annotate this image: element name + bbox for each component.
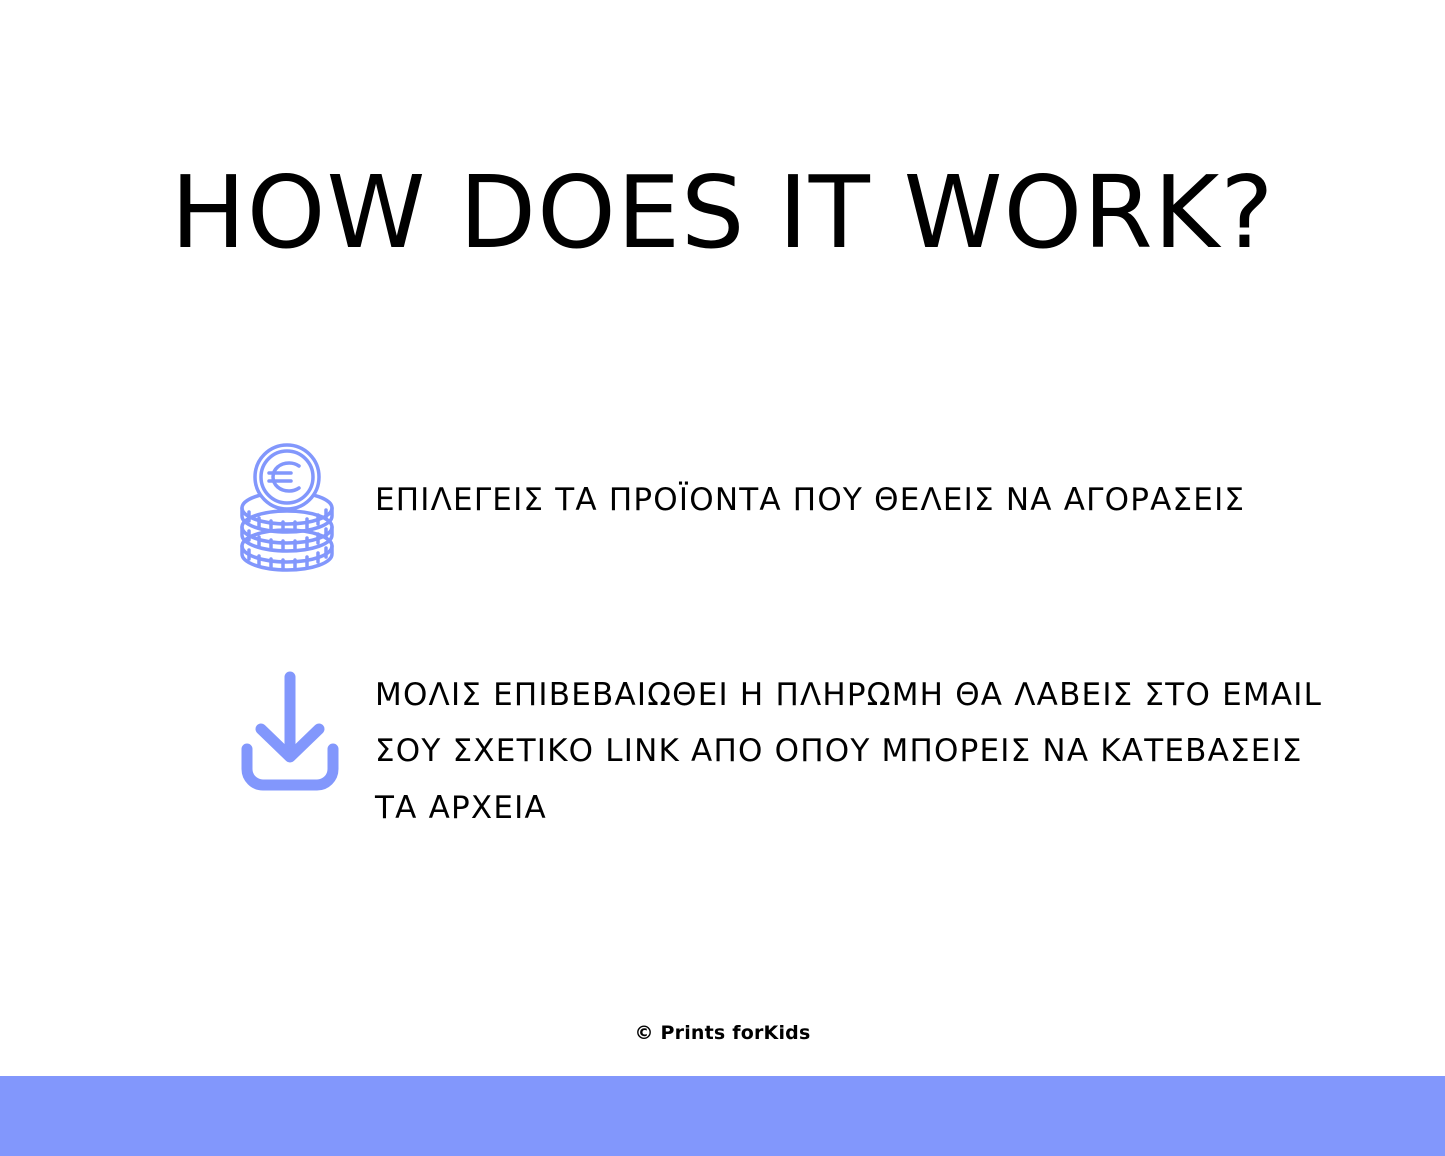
- footer-credit: © Prints forKids: [634, 1022, 811, 1044]
- step-item-1: [205, 430, 1305, 580]
- download-arrow-icon: [205, 655, 375, 805]
- step-text-1: ΕΠΙΛΕΓΕΙΣ ΤΑ ΠΡΟΪΟΝΤΑ ΠΟΥ ΘΕΛΕΙΣ ΝΑ ΑΓΟΡΑΣΕΙΣ: [375, 482, 1246, 518]
- bottom-accent-bar: [0, 1076, 1445, 1156]
- page-title: HOW DOES IT WORK?: [170, 154, 1275, 271]
- step-item-2: [205, 655, 1325, 836]
- step-text-2: ΜΟΛΙΣ ΕΠΙΒΕΒΑΙΩΘΕΙ Η ΠΛΗΡΩΜΗ ΘΑ ΛΑΒΕΙΣ ΣΤΟ EMAIL ΣΟΥ ΣΧΕΤΙΚΟ LINK ΑΠΟ ΟΠΟΥ ΜΠΟΡΕΙΣ ΝΑ ΚΑΤΕΒΑΣΕΙΣ ΤΑ ΑΡΧΕΙΑ: [375, 677, 1323, 826]
- euro-coins-stack-icon: [205, 430, 375, 580]
